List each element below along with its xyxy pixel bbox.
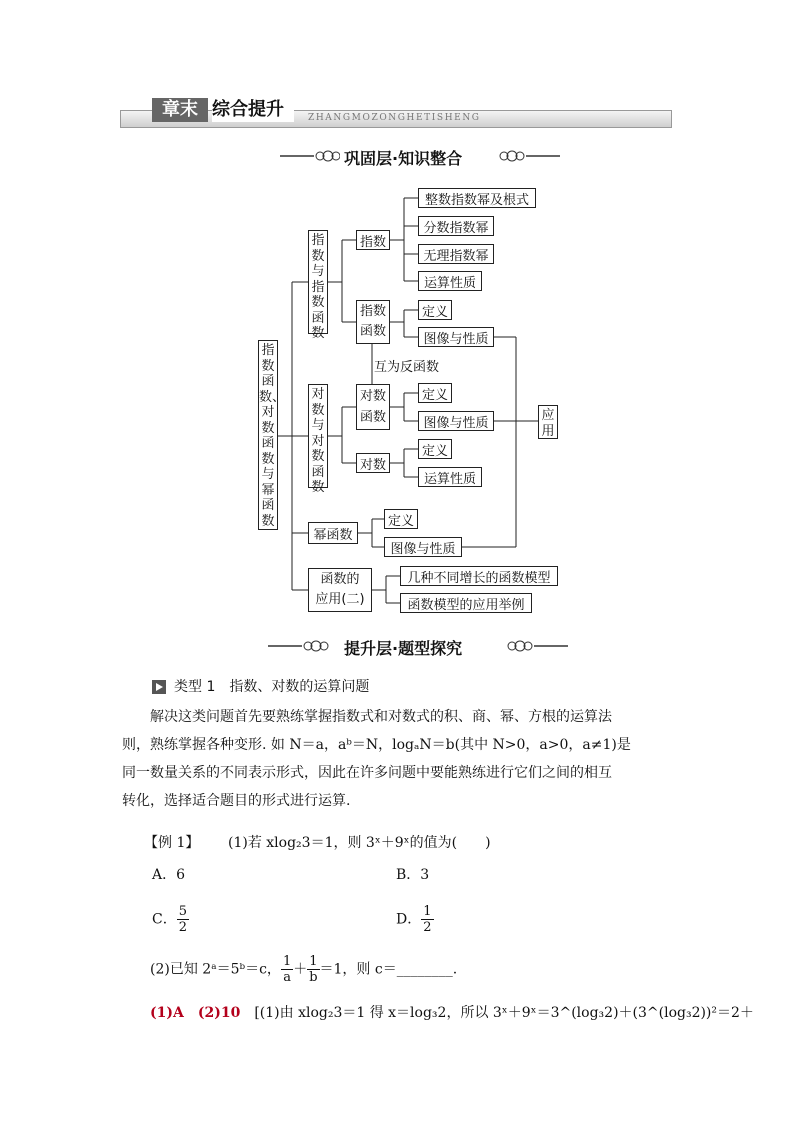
leaf-integer-power: 整数指数幂及根式 [418, 188, 536, 208]
fraction [177, 904, 189, 935]
leaf-exp-ops: 运算性质 [418, 271, 482, 291]
type-paragraph-line: 解决这类问题首先要熟练掌握指数式和对数式的积、商、幂、方根的运算法 [150, 709, 612, 725]
fraction-numerator: 5 [178, 904, 187, 919]
fraction [421, 904, 433, 935]
option-c [152, 904, 189, 935]
section-title-practice: 提升层·题型探究 [340, 636, 466, 659]
page-title: 综合提升 [212, 98, 294, 122]
option-d-label: D． [396, 911, 422, 928]
fraction-numerator: 1 [282, 954, 292, 969]
example-label: 【例 1】 [144, 835, 200, 851]
question-2-text-b: ＝1，则 c＝________. [319, 961, 458, 978]
node-power-branch: 幂函数 [308, 522, 358, 544]
type-paragraph-line: 转化，选择适合题目的形式进行运算. [122, 793, 351, 809]
option-a: A．6 [152, 867, 186, 883]
chapter-tag: 章末 [152, 98, 208, 122]
type-paragraph-line: 同一数量关系的不同表示形式，因此在许多问题中要能熟练进行它们之间的相互 [122, 765, 612, 781]
leaf-log-ops: 运算性质 [418, 467, 482, 487]
node-zhishu: 指数 [356, 230, 390, 250]
type-heading: 类型 1 指数、对数的运算问题 [174, 679, 370, 695]
node-zhishu-hanshu: 指数函数 [356, 300, 390, 344]
label-inverse: 互为反函数 [374, 360, 440, 375]
node-app-branch: 函数的应用(二) [308, 568, 372, 612]
answer-explanation: [(1)由 xlog₂3＝1 得 x＝log₃2，所以 3ˣ＋9ˣ＝3^(log₃2)＋(3^(log₃2))²＝2＋ [254, 1005, 754, 1021]
fraction-denominator: a [283, 970, 291, 985]
section-title-knowledge: 巩固层·知识整合 [340, 146, 466, 169]
answer-key: (1)A (2)10 [150, 1005, 241, 1021]
fraction [281, 954, 293, 985]
leaf-logfn-def: 定义 [418, 383, 452, 403]
option-d [396, 904, 434, 935]
fraction-numerator: 1 [309, 954, 318, 969]
leaf-model-1: 几种不同增长的函数模型 [400, 566, 558, 586]
type-paragraph-line: 则，熟练掌握各种变形. 如 N＝a，aᵇ＝N，logₐN＝b(其中 N>0，a>0，a≠1)是 [122, 737, 631, 753]
option-c-label: C． [152, 911, 177, 928]
node-duishu-hanshu: 对数函数 [356, 384, 390, 430]
node-duishu: 对数 [356, 453, 390, 473]
fraction-denominator: 2 [423, 920, 432, 935]
leaf-fraction-power: 分数指数幂 [418, 216, 494, 236]
leaf-exp-def: 定义 [418, 300, 452, 320]
leaf-log-def: 定义 [418, 439, 452, 459]
node-root: 指数函数、对数函数与幂函数 [258, 340, 278, 530]
leaf-exp-graph: 图像与性质 [418, 327, 494, 347]
node-apply: 应用 [538, 405, 558, 439]
page-subtitle: ZHANGMOZONGHETISHENG [308, 113, 481, 123]
option-b: B．3 [396, 867, 430, 883]
answer-line [150, 1002, 754, 1024]
plus-sign: ＋ [293, 961, 308, 978]
play-icon [152, 680, 166, 694]
fraction-denominator: b [309, 970, 318, 985]
fraction-numerator: 1 [423, 904, 432, 919]
node-log-branch: 对数与对数函数 [308, 384, 328, 488]
fraction-denominator: 2 [178, 920, 187, 935]
node-exp-branch: 指数与指数函数 [308, 230, 328, 334]
leaf-pow-graph: 图像与性质 [384, 537, 462, 557]
leaf-irrational-power: 无理指数幂 [418, 244, 494, 264]
leaf-model-2: 函数模型的应用举例 [400, 593, 532, 613]
question-2-text-a: (2)已知 2ᵃ＝5ᵇ＝c， [150, 961, 281, 978]
question-2 [150, 954, 457, 985]
fraction [307, 954, 319, 985]
leaf-pow-def: 定义 [384, 509, 418, 529]
leaf-logfn-graph: 图像与性质 [418, 411, 494, 431]
question-1: (1)若 xlog₂3＝1，则 3ˣ＋9ˣ的值为( ) [228, 835, 491, 851]
